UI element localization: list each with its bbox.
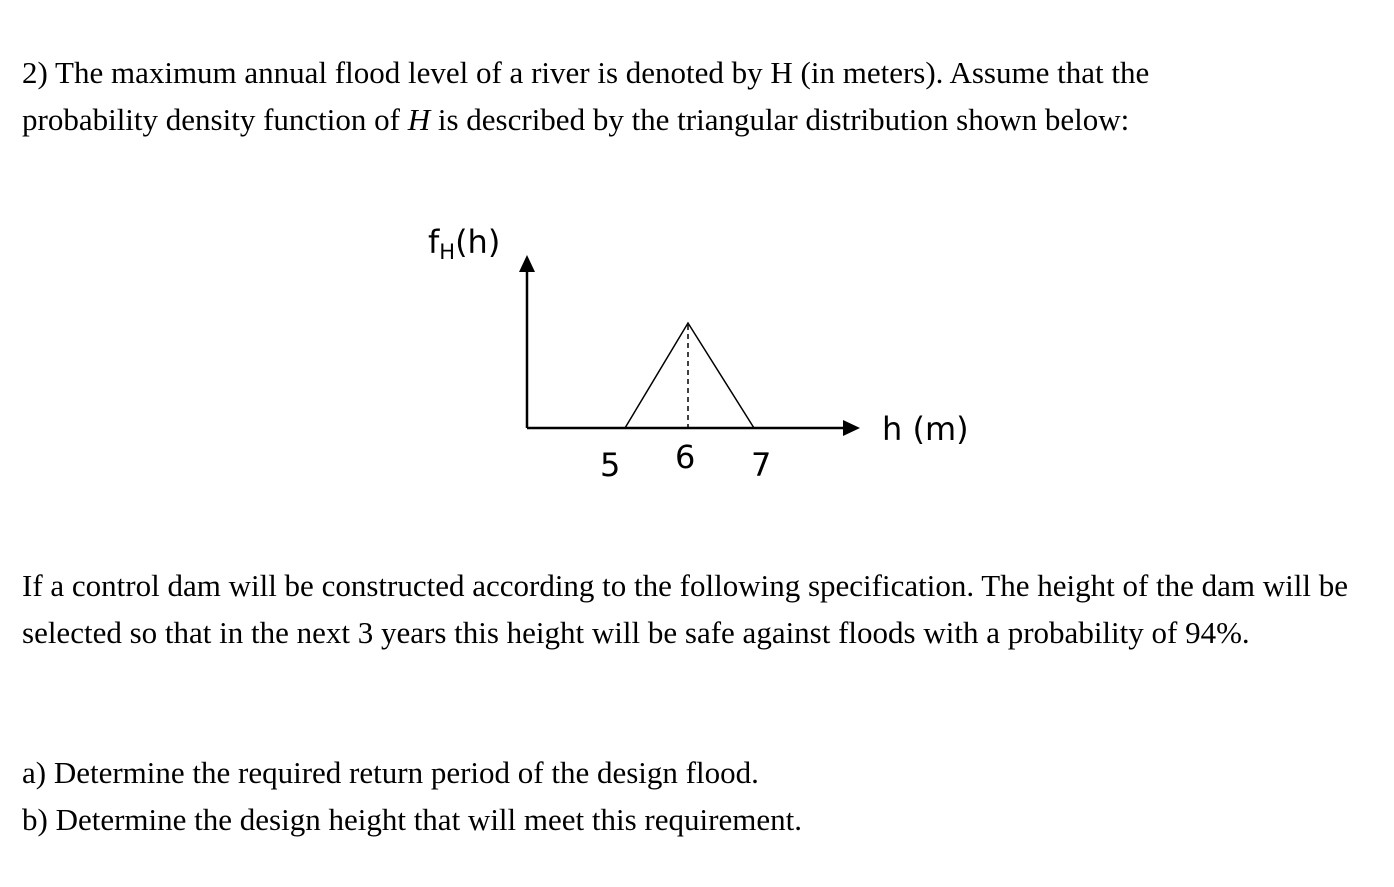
intro-line-2-end: is described by the triangular distribution shown below: [430, 102, 1130, 137]
triangular-density [625, 323, 754, 428]
svg-text:fH(h) [428, 223, 500, 264]
x-axis-label: h (m) [882, 410, 969, 448]
tick-label-7: 7 [751, 446, 772, 484]
intro-line-2-start: probability density function of [22, 102, 408, 137]
problem-statement [22, 49, 1362, 143]
tick-label-6: 6 [675, 438, 696, 476]
y-axis-label-subscript: H [439, 240, 456, 264]
variable-h: H [407, 102, 431, 137]
tick-label-5: 5 [600, 446, 621, 484]
question-a: a) Determine the required return period of the design flood. [22, 755, 759, 790]
y-axis-label-argument: (h) [455, 223, 501, 261]
x-axis-arrowhead [843, 420, 860, 436]
question-b: b) Determine the design height that will meet this requirement. [22, 802, 802, 837]
y-axis-label-f: f [428, 223, 440, 261]
intro-line-1: 2) The maximum annual flood level of a river is denoted by H (in meters). Assume that the [22, 55, 1150, 90]
y-axis-arrowhead [519, 255, 535, 272]
specification-paragraph: If a control dam will be constructed according to the following specification. The height of the dam will be selected so that in the next 3 years this height will be safe against floods with a probability of 94%. [22, 568, 1349, 650]
